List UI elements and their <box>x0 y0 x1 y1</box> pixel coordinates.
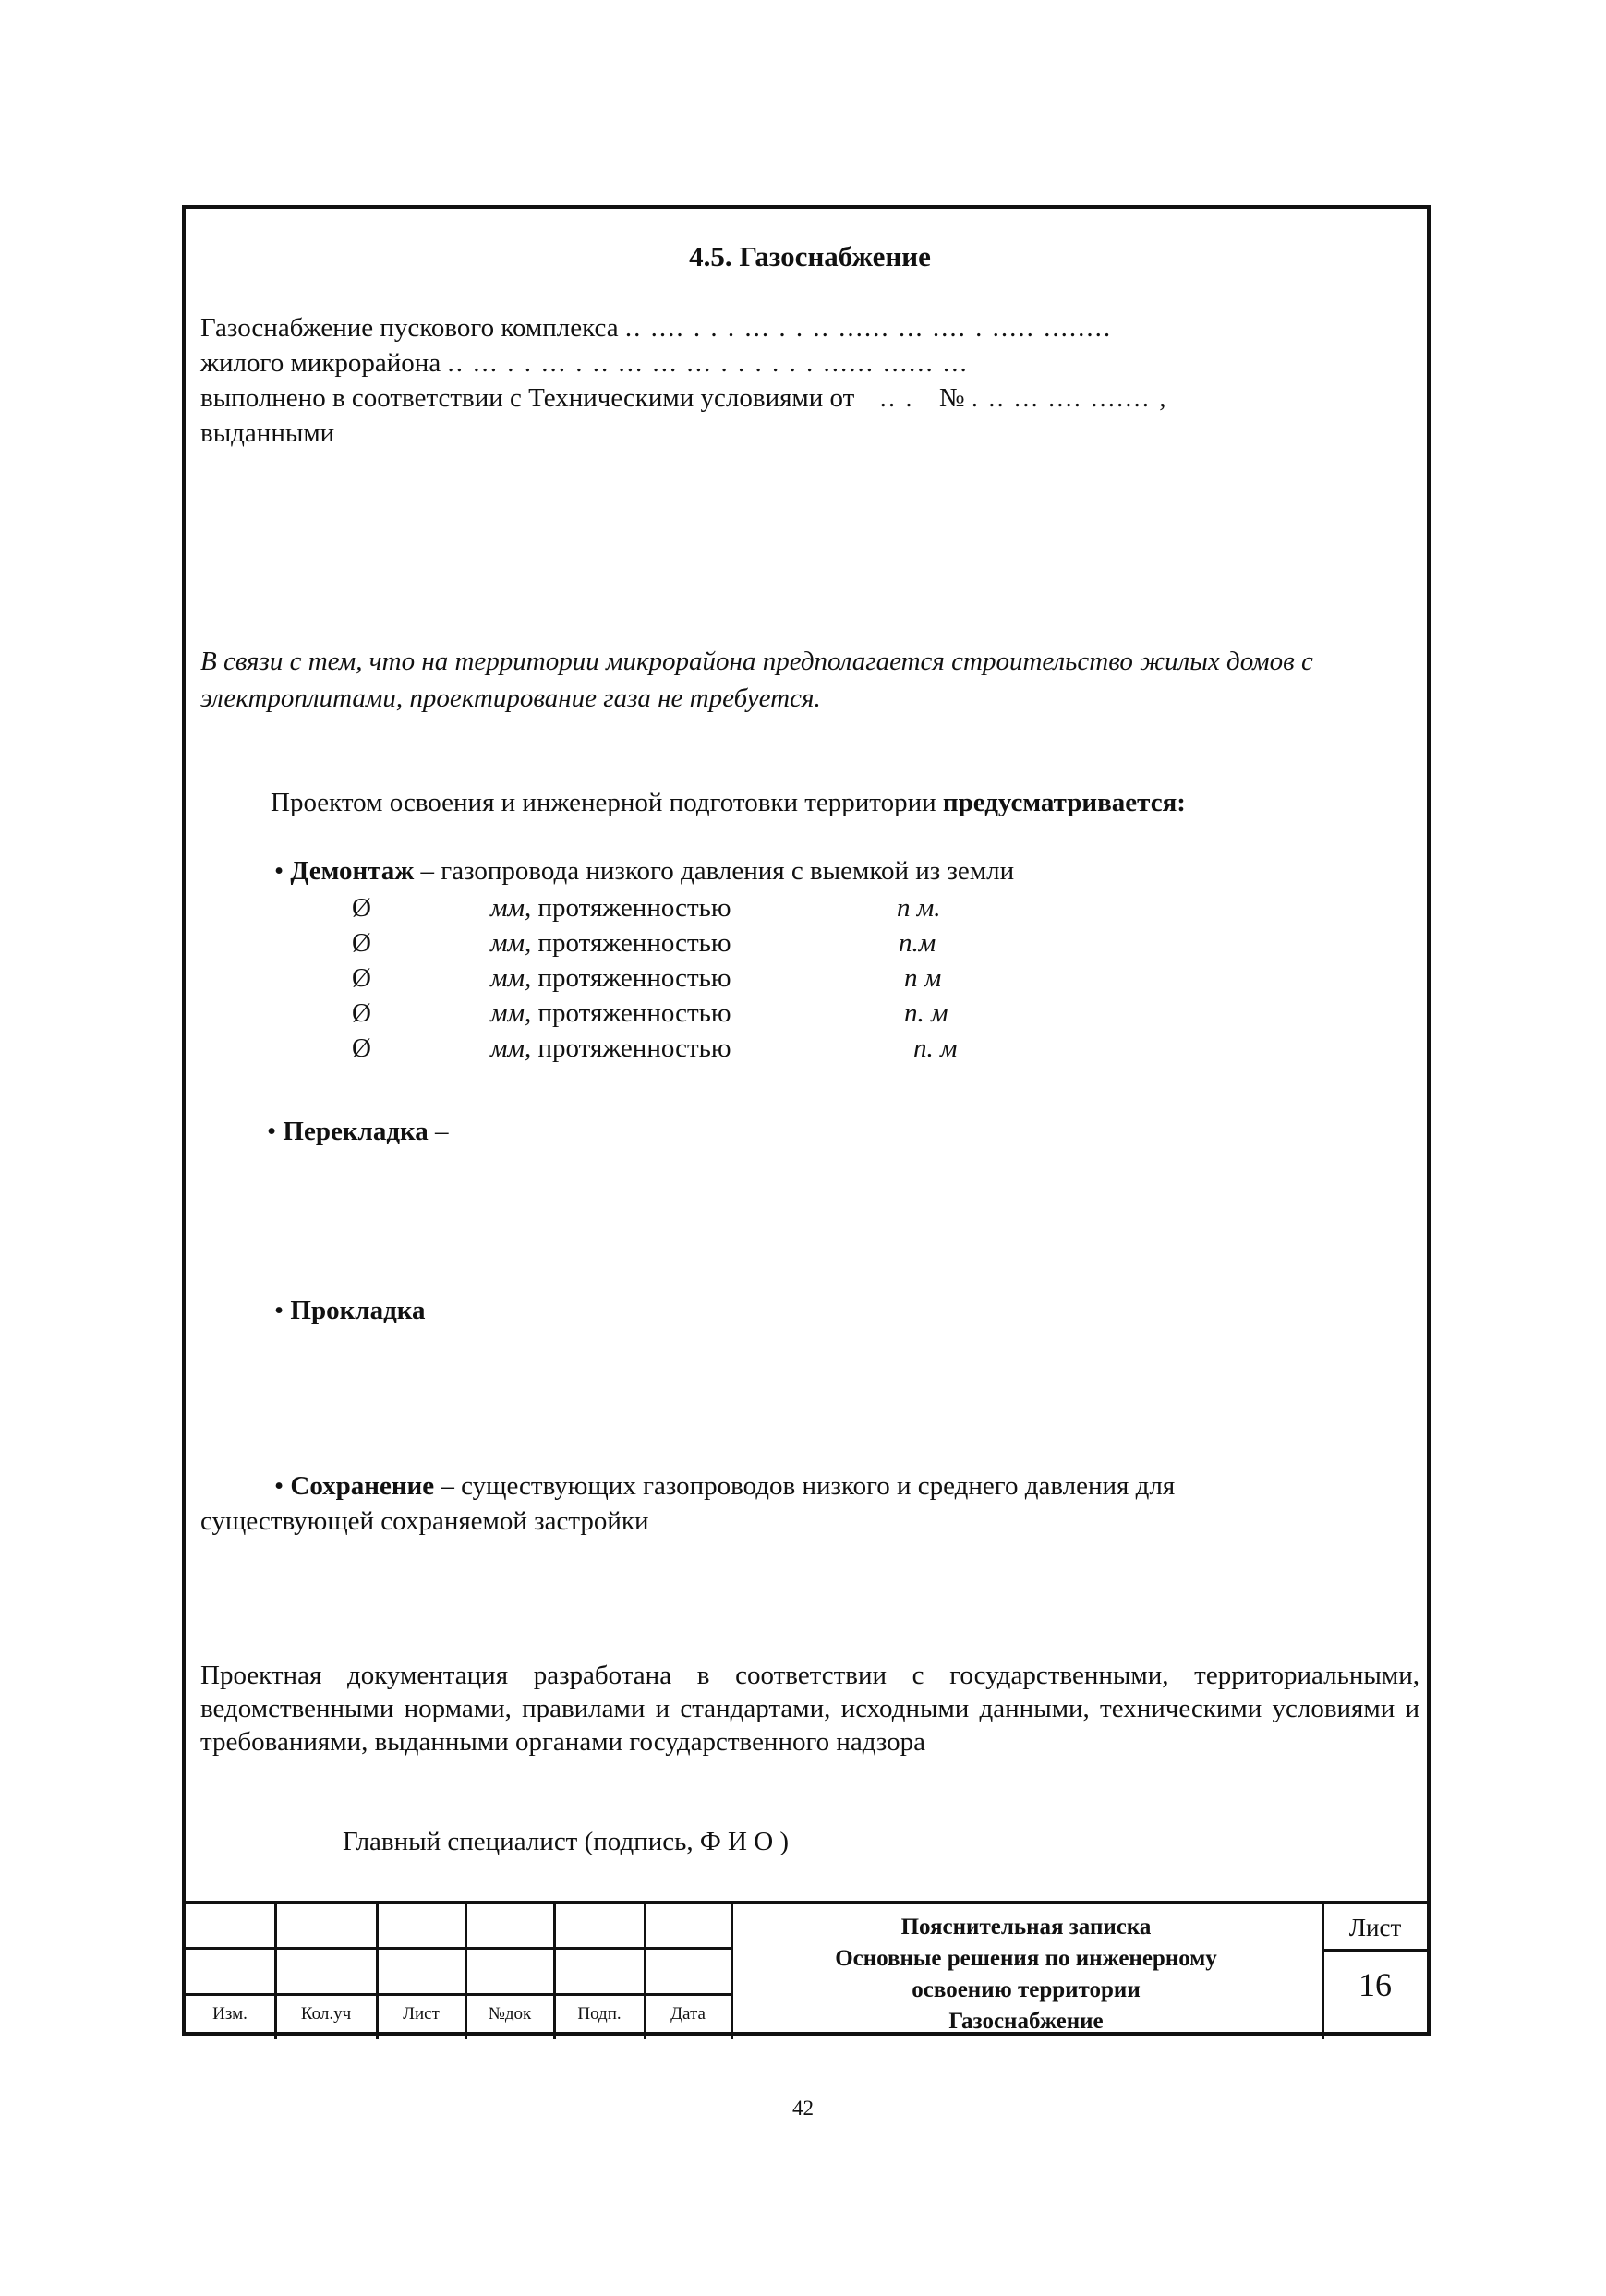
intro-line-4: выданными <box>200 418 335 448</box>
stamp-title-line: Пояснительная записка <box>900 1915 1152 1940</box>
relay-heading <box>267 1114 449 1149</box>
laying-heading <box>274 1293 426 1328</box>
pipe-row <box>352 890 998 925</box>
stamp-col-kol: Кол.уч <box>300 2004 352 2024</box>
intro-line-1 <box>200 310 1112 345</box>
provision-line <box>271 785 1186 820</box>
intro-dots-2: .. ... . . ... . .. ... ... ... . . . . . . ...... ...... ... <box>447 348 969 378</box>
pm-unit: п м. <box>897 893 941 923</box>
compliance-paragraph: Проектная документация разработана в соответствии с государственными, территориальными, ведомственными нормами, правилами и стандартами, исходными данными, техническими условиями и требованиями, выданными органами государственного надзора <box>200 1661 1419 1757</box>
pm-unit: п.м <box>899 928 936 958</box>
sheet-label: Лист <box>1348 1914 1402 1941</box>
pipe-row <box>352 1031 998 1066</box>
intro-text-3: выполнено в соответствии с Техническими условиями от <box>200 383 855 413</box>
stamp-col-data: Дата <box>670 2004 706 2024</box>
provision-lead: Проектом освоения и инженерной подготовки территории <box>271 788 936 817</box>
mm-unit: мм <box>490 963 525 993</box>
stamp-row-line <box>186 1947 731 1950</box>
pipe-row-text <box>490 1031 731 1066</box>
dismantle-title: Демонтаж <box>290 856 415 886</box>
signature-line: Главный специалист (подпись, Ф И О ) <box>343 1827 790 1856</box>
pipe-row <box>352 996 998 1031</box>
preserve-title: Сохранение <box>290 1471 435 1501</box>
intro-dots-1: .. .... . . . ... . . .. ...... ... .... . ..... ........ <box>624 313 1113 343</box>
length-label: , протяженностью <box>525 928 731 958</box>
pm-unit: п. м <box>904 998 948 1028</box>
intro-line-3 <box>200 381 1168 416</box>
pm-unit: п м <box>904 963 942 993</box>
diameter-icon: Ø <box>352 1033 371 1063</box>
pipe-row-text <box>490 961 731 996</box>
provision-bold: предусматривается: <box>942 788 1186 817</box>
diameter-icon: Ø <box>352 893 371 923</box>
length-label: , протяженностью <box>525 963 731 993</box>
stamp-col-ndok: №док <box>488 2004 532 2024</box>
pipe-row <box>352 961 998 996</box>
diameter-icon: Ø <box>352 928 371 958</box>
bullet-icon: • <box>274 1471 284 1501</box>
section-title: 4.5. Газоснабжение <box>689 240 931 272</box>
intro-text-2: жилого микрорайона <box>200 348 441 378</box>
stamp-row-line <box>1322 1949 1427 1952</box>
pipe-row-text <box>490 925 731 961</box>
mm-unit: мм <box>490 893 525 923</box>
bullet-icon: • <box>274 856 284 886</box>
pipe-row-text <box>490 890 731 925</box>
bullet-icon: • <box>267 1117 277 1146</box>
sheet-number: 16 <box>1358 1966 1392 2003</box>
document-frame <box>182 205 1431 2036</box>
mm-unit: мм <box>490 928 525 958</box>
pipe-row <box>352 925 998 961</box>
intro-dots-3a: .. . <box>879 383 914 413</box>
mm-unit: мм <box>490 998 525 1028</box>
stamp-title <box>731 1912 1322 2037</box>
preserve-rest: – существующих газопроводов низкого и среднего давления для <box>434 1471 1176 1501</box>
stamp-row-line <box>186 1993 731 1996</box>
note-italic: В связи с тем, что на территории микрорайона предполагается строительство жилых домов с электроплитами, проектирование газа не требуется. <box>200 647 1313 713</box>
stamp-col-izm: Изм. <box>212 2004 248 2024</box>
stamp-col-list: Лист <box>403 2004 440 2024</box>
stamp-title-line: освоению территории <box>912 1977 1141 2002</box>
pipe-row-text <box>490 996 731 1031</box>
length-label: , протяженностью <box>525 1033 731 1063</box>
number-sign: № <box>938 383 965 413</box>
stamp-title-line: Основные решения по инженерному <box>835 1946 1217 1971</box>
pm-unit: п. м <box>913 1033 958 1063</box>
page-number: 42 <box>792 2097 814 2120</box>
mm-unit: мм <box>490 1033 525 1063</box>
relay-title: Перекладка <box>283 1117 429 1146</box>
bullet-icon: • <box>274 1296 284 1325</box>
laying-title: Прокладка <box>290 1296 426 1325</box>
stamp-col-podp: Подп. <box>577 2004 622 2024</box>
dismantle-heading <box>274 853 1014 888</box>
length-label: , протяженностью <box>525 893 731 923</box>
title-block <box>186 1901 1427 2039</box>
length-label: , протяженностью <box>525 998 731 1028</box>
dismantle-rest: – газопровода низкого давления с выемкой из земли <box>420 856 1015 886</box>
intro-text-1: Газоснабжение пускового комплекса <box>200 313 619 343</box>
relay-rest: – <box>428 1117 449 1146</box>
diameter-icon: Ø <box>352 998 371 1028</box>
stamp-title-line: Газоснабжение <box>948 2009 1104 2034</box>
preserve-line-2: существующей сохраняемой застройки <box>200 1506 649 1536</box>
intro-line-2 <box>200 345 969 381</box>
diameter-icon: Ø <box>352 963 371 993</box>
preserve-heading <box>274 1468 1175 1504</box>
intro-dots-3b: . .. ... .... ....... , <box>971 383 1168 413</box>
